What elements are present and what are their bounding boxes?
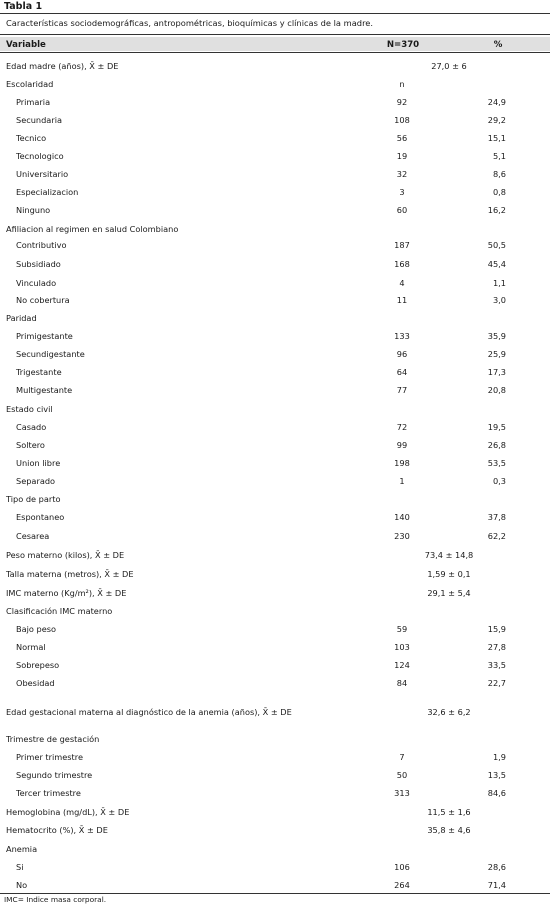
row-percent: 71,4 (487, 880, 506, 890)
row-variable: Trimestre de gestación (6, 734, 100, 744)
table-row (0, 678, 550, 690)
row-n: 4 (399, 278, 405, 288)
table-row (0, 788, 550, 800)
row-variable: Tercer trimestre (16, 788, 81, 798)
table-row (0, 133, 550, 145)
row-n: 140 (394, 512, 410, 522)
row-n: 99 (396, 440, 408, 450)
row-variable: Edad gestacional materna al diagnóstico de la anemia (años), X̄ ± DE (6, 707, 292, 717)
row-n: 77 (396, 385, 408, 395)
row-n: 230 (394, 531, 410, 541)
row-n: 1 (399, 476, 405, 486)
row-variable: Bajo peso (16, 624, 57, 634)
row-percent: 29,2 (487, 115, 506, 125)
row-summary: 11,5 ± 1,6 (427, 807, 471, 817)
table-row (0, 187, 550, 199)
row-percent: 15,1 (487, 133, 506, 143)
table-row (0, 440, 550, 452)
header-variable: Variable (6, 40, 46, 50)
row-variable: IMC materno (Kg/m²), X̄ ± DE (6, 588, 127, 598)
table-row (0, 707, 550, 719)
row-variable: Universitario (16, 169, 69, 179)
table-row (0, 349, 550, 361)
table-row (0, 588, 550, 600)
row-percent: 20,8 (487, 385, 506, 395)
row-percent: 16,2 (487, 205, 506, 215)
row-summary: 27,0 ± 6 (431, 61, 467, 71)
row-percent: 19,5 (487, 422, 506, 432)
header-rule (0, 52, 550, 53)
table-row (0, 458, 550, 470)
table-row (0, 151, 550, 163)
row-n: 133 (394, 331, 410, 341)
row-n: 168 (394, 259, 410, 269)
table-row (0, 825, 550, 837)
row-variable: Ninguno (16, 205, 51, 215)
row-variable: Primaria (16, 97, 51, 107)
row-variable: Secundigestante (16, 349, 85, 359)
row-variable: Paridad (6, 313, 37, 323)
row-summary: 32,6 ± 6,2 (427, 707, 471, 717)
table-row (0, 642, 550, 654)
table-row (0, 224, 550, 236)
caption-rule (0, 34, 550, 35)
row-percent: 5,1 (492, 151, 506, 161)
row-variable: Cesarea (16, 531, 50, 541)
table-row (0, 476, 550, 488)
row-percent: 24,9 (487, 97, 506, 107)
row-n: 64 (396, 367, 408, 377)
row-n: n (399, 79, 405, 89)
row-n: 3 (399, 187, 405, 197)
bottom-rule (0, 893, 550, 894)
table-row (0, 367, 550, 379)
table-row (0, 422, 550, 434)
row-variable: Hematocrito (%), X̄ ± DE (6, 825, 108, 835)
row-variable: Anemia (6, 844, 38, 854)
row-variable: Trigestante (16, 367, 62, 377)
row-n: 198 (394, 458, 410, 468)
row-percent: 1,1 (492, 278, 506, 288)
table-row (0, 770, 550, 782)
row-n: 124 (394, 660, 410, 670)
row-n: 96 (396, 349, 408, 359)
row-percent: 26,8 (487, 440, 506, 450)
row-n: 84 (396, 678, 408, 688)
row-n: 187 (394, 240, 410, 250)
table-row (0, 385, 550, 397)
table-row (0, 880, 550, 892)
row-variable: Especializacion (16, 187, 79, 197)
table-row (0, 278, 550, 290)
table-row (0, 97, 550, 109)
row-variable: Afiliacion al regimen en salud Colombiano (6, 224, 179, 234)
table-row (0, 550, 550, 562)
table-row (0, 205, 550, 217)
row-percent: 50,5 (487, 240, 506, 250)
row-n: 72 (396, 422, 408, 432)
table-row (0, 404, 550, 416)
header-percent: % (493, 40, 503, 50)
row-percent: 22,7 (487, 678, 506, 688)
row-n: 313 (394, 788, 410, 798)
row-variable: Union libre (16, 458, 61, 468)
table-row (0, 295, 550, 307)
row-variable: Escolaridad (6, 79, 54, 89)
row-variable: Segundo trimestre (16, 770, 93, 780)
row-percent: 33,5 (487, 660, 506, 670)
table-row (0, 569, 550, 581)
row-n: 108 (394, 115, 410, 125)
table-label: Tabla 1 (4, 1, 43, 12)
row-variable: Estado civil (6, 404, 53, 414)
row-n: 32 (396, 169, 408, 179)
table-row (0, 752, 550, 764)
row-n: 19 (396, 151, 408, 161)
row-variable: Edad madre (años), X̄ ± DE (6, 61, 119, 71)
row-variable: Separado (16, 476, 56, 486)
row-n: 56 (396, 133, 408, 143)
row-summary: 1,59 ± 0,1 (427, 569, 471, 579)
row-percent: 1,9 (492, 752, 506, 762)
row-percent: 0,3 (492, 476, 506, 486)
row-n: 103 (394, 642, 410, 652)
table-row (0, 61, 550, 73)
row-percent: 45,4 (487, 259, 506, 269)
row-percent: 53,5 (487, 458, 506, 468)
row-variable: Sobrepeso (16, 660, 60, 670)
table-row (0, 259, 550, 271)
row-variable: Primer trimestre (16, 752, 83, 762)
header-background (0, 37, 550, 51)
row-summary: 29,1 ± 5,4 (427, 588, 471, 598)
row-variable: Subsidiado (16, 259, 61, 269)
row-percent: 0,8 (492, 187, 506, 197)
table-row (0, 331, 550, 343)
row-variable: Espontaneo (16, 512, 65, 522)
row-variable: Soltero (16, 440, 45, 450)
row-variable: Tipo de parto (6, 494, 61, 504)
row-summary: 73,4 ± 14,8 (424, 550, 474, 560)
row-n: 264 (394, 880, 410, 890)
row-variable: Peso materno (kilos), X̄ ± DE (6, 550, 125, 560)
table-caption: Características sociodemográficas, antropométricas, bioquímicas y clínicas de la madre. (6, 18, 374, 28)
row-variable: Tecnologico (16, 151, 64, 161)
table-row (0, 512, 550, 524)
row-percent: 84,6 (487, 788, 506, 798)
row-variable: Vinculado (16, 278, 57, 288)
row-variable: Clasificación IMC materno (6, 606, 113, 616)
row-n: 59 (396, 624, 408, 634)
row-percent: 62,2 (487, 531, 506, 541)
row-percent: 13,5 (487, 770, 506, 780)
row-percent: 37,8 (487, 512, 506, 522)
table-row (0, 660, 550, 672)
row-n: 11 (396, 295, 408, 305)
row-percent: 17,3 (487, 367, 506, 377)
table-row (0, 807, 550, 819)
table-row (0, 240, 550, 252)
row-percent: 25,9 (487, 349, 506, 359)
table-footnote: IMC= Indice masa corporal. (4, 895, 107, 904)
row-variable: No (16, 880, 28, 890)
row-n: 92 (396, 97, 408, 107)
row-percent: 3,0 (492, 295, 506, 305)
table-row (0, 494, 550, 506)
row-variable: Multigestante (16, 385, 73, 395)
row-n: 106 (394, 862, 410, 872)
row-percent: 28,6 (487, 862, 506, 872)
row-n: 60 (396, 205, 408, 215)
row-variable: Primigestante (16, 331, 73, 341)
table-row (0, 313, 550, 325)
row-variable: No cobertura (16, 295, 70, 305)
table-row (0, 844, 550, 856)
row-variable: Contributivo (16, 240, 67, 250)
table-row (0, 734, 550, 746)
row-percent: 8,6 (492, 169, 506, 179)
row-variable: Casado (16, 422, 47, 432)
row-n: 7 (399, 752, 405, 762)
table-row (0, 169, 550, 181)
row-n: 50 (396, 770, 408, 780)
row-summary: 35,8 ± 4,6 (427, 825, 471, 835)
row-variable: Secundaria (16, 115, 62, 125)
row-variable: Obesidad (16, 678, 55, 688)
header-n: N=370 (386, 40, 420, 50)
row-variable: Normal (16, 642, 46, 652)
row-variable: Talla materna (metros), X̄ ± DE (6, 569, 134, 579)
top-rule (0, 13, 550, 14)
row-percent: 35,9 (487, 331, 506, 341)
table-row (0, 624, 550, 636)
table-row (0, 115, 550, 127)
table-row (0, 531, 550, 543)
row-variable: Tecnico (16, 133, 47, 143)
table-row (0, 79, 550, 91)
table-row (0, 862, 550, 874)
row-variable: Hemoglobina (mg/dL), X̄ ± DE (6, 807, 130, 817)
row-percent: 15,9 (487, 624, 506, 634)
row-variable: Si (16, 862, 24, 872)
table-row (0, 606, 550, 618)
row-percent: 27,8 (487, 642, 506, 652)
